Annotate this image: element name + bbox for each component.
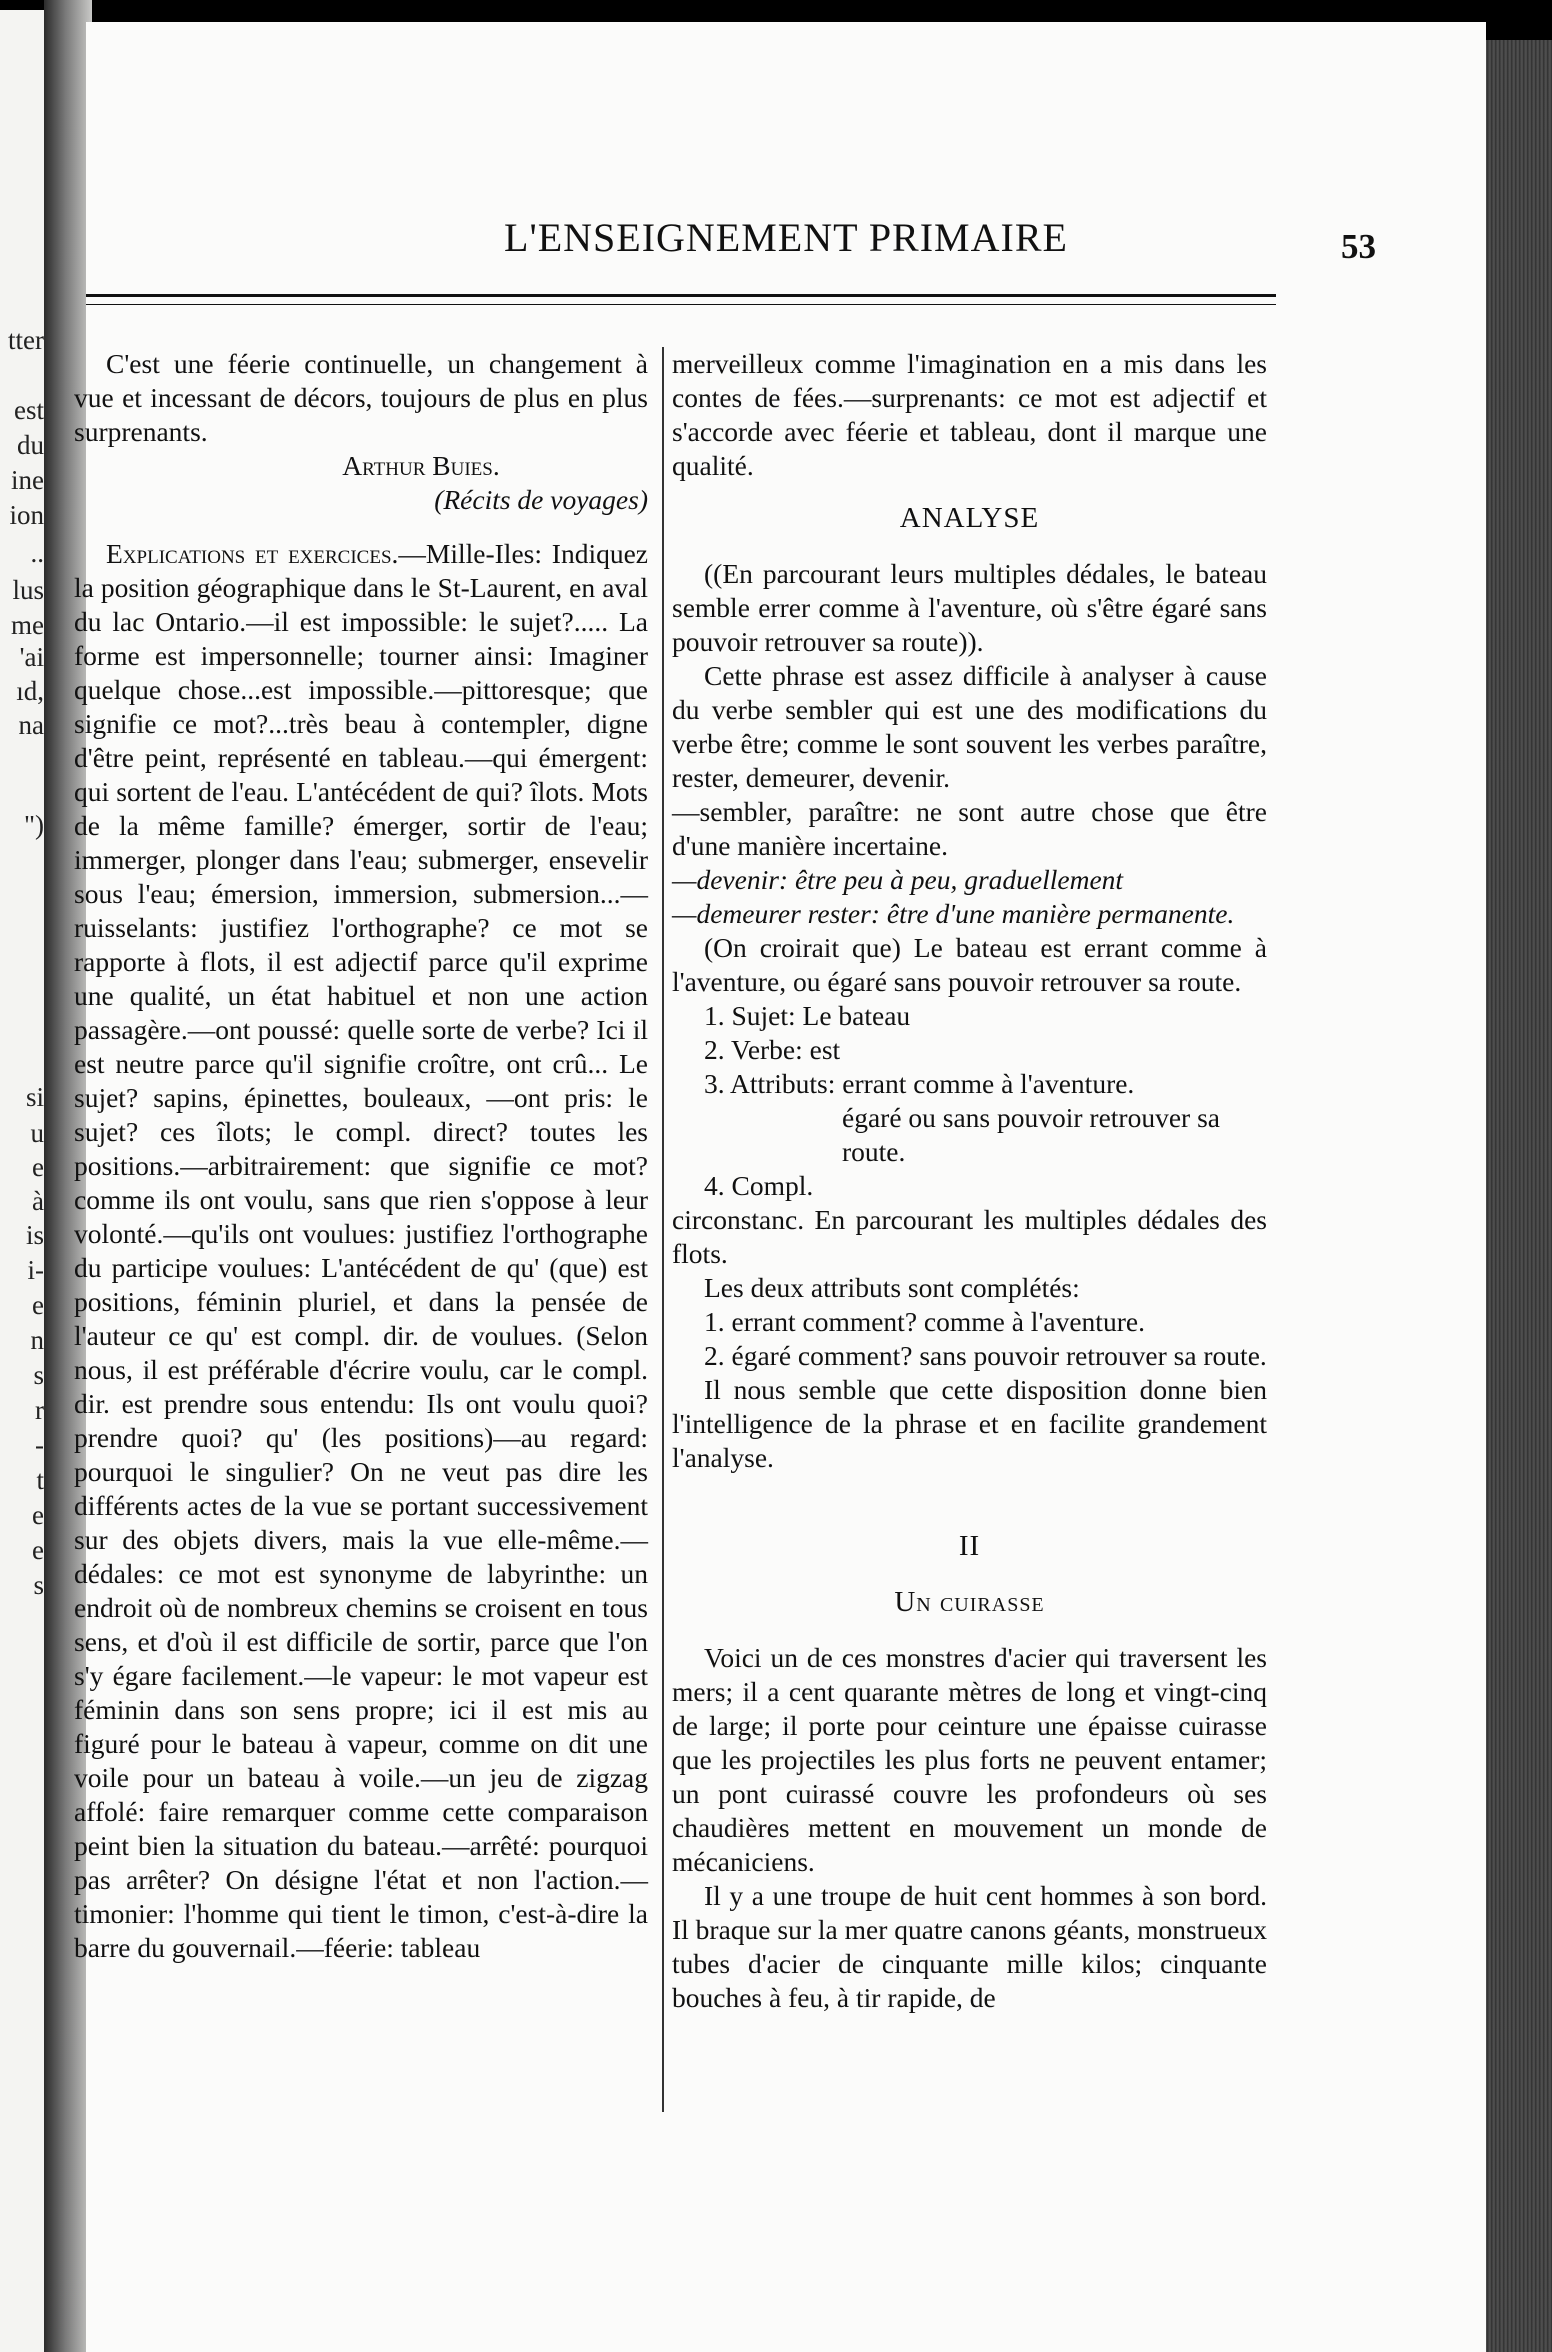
analyse-conclusion: Il nous semble que cette disposition donne bien l'intelligence de la phrase et en facilite grandement l'analyse. bbox=[672, 1374, 1267, 1473]
analyse-sembler: —sembler, paraître: ne sont autre chose que être d'une manière incertaine. bbox=[672, 796, 1267, 861]
facing-page-text-fragment: me bbox=[11, 610, 44, 640]
facing-page-text-fragment: e bbox=[32, 1290, 44, 1320]
completion-item-2: 2. égaré comment? sans pouvoir retrouver sa route. bbox=[704, 1340, 1267, 1371]
exercices-text: —Mille-Iles: Indiquez la position géographique dans le St-Laurent, en aval du lac Ontario.—il est impossible: le sujet?..... La forme est impersonnelle; tourner ainsi: Imaginer quelque chose...est impossible.—pittoresque; que signifie ce mot?...très beau à contempler, digne d'être peint, représenté en tableau.—qui émergent: qui sortent de l'eau. L'antécédent de qui? îlots. Mots de la même famille? émerger, sortir de l'eau; immerger, plonger dans l'eau; submerger, ensevelir sous l'eau; émersion, immersion, submersion...—ruisselants: justifiez l'orthographe? ce mot se rapporte à flots, il est adjectif parce qu'il exprime une qualité, un état habituel et non une action passagère.—ont poussé: quelle sorte de verbe? Ici il est neutre parce qu'il signifie croître, ont crû... Le sujet? sapins, épinettes, bouleaux, —ont pris: le sujet? ces îlots; le compl. direct? toutes les positions.—arbitrairement: que signifie ce mot? comme ils ont voulu, sans que rien s'oppose à leur volonté.—qu'ils ont voulues: justifiez l'orthographe du participe voulues: L'antécédent de qu' (que) est positions, féminin pluriel, et dans la pensée de l'auteur ce qu' est compl. dir. de voulues. (Selon nous, il est préférable d'écrire voulu, car le compl. dir. est prendre sous entendu: Ils ont voulu quoi? prendre quoi? qu' (les positions)—au regard: pourquoi le singulier? On ne veut pas dire les différents actes de la vue se portant successivement sur des objets divers, mais la vue elle-même.—dédales: ce mot est synonyme de labyrinthe: un endroit où de nombreux chemins se croisent en tous sens, et d'où il est difficile de sortir, parce que l'on s'y égare facilement.—le vapeur: le mot vapeur est féminin dans son sens propre; ici il est mis au figuré pour le bateau à vapeur, comme on dit une voile pour un bateau à voile.—un jeu de zigzag affolé: faire remarquer comme cette comparaison peint bien la situation du bateau.—arrêté: pourquoi pas arrêter? On désigne l'état et non l'action.—timonier: l'homme qui tient le timon, c'est-à-dire la barre du gouvernail.—féerie: tableau bbox=[74, 538, 649, 1963]
facing-page-text-fragment: ") bbox=[23, 810, 44, 840]
analyse-sentence: ((En parcourant leurs multiples dédales, le bateau semble errer comme à l'aventure, où s'être égaré sans pouvoir retrouver sa route)). bbox=[672, 558, 1267, 657]
left-column bbox=[74, 347, 648, 1965]
facing-page-text-fragment: n bbox=[30, 1325, 44, 1355]
analyse-devenir: —devenir: être peu à peu, graduellement bbox=[672, 864, 1124, 895]
analysis-item-attributs: 3. Attributs: errant comme à l'aventure. bbox=[704, 1068, 1135, 1099]
quote-text: C'est une féerie continuelle, un changement à vue et incessant de décors, toujours de plus en plus surprenants. bbox=[74, 348, 648, 447]
header-rule-thin bbox=[86, 304, 1276, 305]
facing-page-text-fragment: u bbox=[30, 1118, 44, 1148]
header-rule-thick bbox=[86, 294, 1276, 297]
section-number: II bbox=[958, 1530, 981, 1562]
facing-page-text-fragment: est bbox=[14, 395, 44, 425]
facing-page-fragment bbox=[0, 10, 46, 2352]
facing-page-text-fragment: s bbox=[33, 1570, 44, 1600]
running-title: L'ENSEIGNEMENT PRIMAIRE bbox=[504, 215, 1068, 260]
facing-page-text-fragment: ine bbox=[11, 465, 44, 495]
page-edges bbox=[1480, 40, 1552, 2352]
exercices-label: Explications et exercices. bbox=[106, 538, 399, 569]
analysis-item-sujet: 1. Sujet: Le bateau bbox=[704, 1000, 911, 1031]
facing-page-text-fragment: ıd, bbox=[16, 676, 44, 706]
analysis-item-compl-cont: circonstanc. En parcourant les multiples dédales des flots. bbox=[672, 1204, 1267, 1269]
facing-page-text-fragment: du bbox=[17, 430, 44, 460]
column-divider bbox=[662, 347, 664, 2112]
completion-item-1: 1. errant comment? comme à l'aventure. bbox=[704, 1306, 1145, 1337]
quote-author: Arthur Buies. bbox=[342, 450, 500, 481]
cuirasse-paragraph-2: Il y a une troupe de huit cent hommes à son bord. Il braque sur la mer quatre canons géants, monstrueux tubes d'acier de cinquante mille kilos; cinquante bouches à feu, à tir rapide, de bbox=[672, 1880, 1267, 2013]
right-column bbox=[672, 347, 1267, 2015]
analyse-heading: ANALYSE bbox=[899, 502, 1040, 534]
facing-page-text-fragment: .. bbox=[30, 538, 44, 568]
facing-page-text-fragment: à bbox=[32, 1186, 44, 1216]
section-title: Un cuirasse bbox=[894, 1586, 1045, 1618]
exercices-paragraph bbox=[74, 537, 648, 1965]
facing-page-text-fragment: ion bbox=[9, 500, 44, 530]
attributs-completes-label: Les deux attributs sont complétés: bbox=[704, 1272, 1080, 1303]
quote-source: (Récits de voyages) bbox=[434, 484, 648, 515]
page-number: 53 bbox=[1341, 227, 1376, 266]
facing-page-text-fragment: e bbox=[32, 1500, 44, 1530]
facing-page-text-fragment: lus bbox=[12, 575, 44, 605]
analysis-item-verbe: 2. Verbe: est bbox=[704, 1034, 841, 1065]
book-page bbox=[74, 22, 1486, 2352]
analysis-item-compl: 4. Compl. bbox=[704, 1170, 814, 1201]
analyse-demeurer: —demeurer rester: être d'une manière permanente. bbox=[672, 898, 1235, 929]
cuirasse-paragraph-1: Voici un de ces monstres d'acier qui traversent les mers; il a cent quarante mètres de long et vingt-cinq de large; il porte pour ceinture une épaisse cuirasse que les projectiles les plus forts ne peuvent entamer; un pont cuirassé couvre les profondeurs où ses chaudières mettent en mouvement un monde de mécaniciens. bbox=[672, 1642, 1267, 1877]
analyse-reformulation: (On croirait que) Le bateau est errant comme à l'aventure, ou égaré sans pouvoir retrouver sa route. bbox=[672, 932, 1267, 997]
facing-page-text-fragment: s bbox=[33, 1360, 44, 1390]
facing-page-text-fragment: na bbox=[18, 710, 44, 740]
facing-page-text-fragment: e bbox=[32, 1152, 44, 1182]
facing-page-text-fragment: t bbox=[36, 1465, 44, 1495]
analysis-item-attributs-cont: égaré ou sans pouvoir retrouver sa route. bbox=[842, 1102, 1220, 1167]
facing-page-text-fragment: is bbox=[25, 1220, 44, 1250]
facing-page-text-fragment: si bbox=[25, 1082, 44, 1112]
analyse-explanation: Cette phrase est assez difficile à analyser à cause du verbe sembler qui est une des modifications du verbe être; comme le sont souvent les verbes paraître, rester, demeurer, devenir. bbox=[672, 660, 1267, 793]
continuation-text: merveilleux comme l'imagination en a mis dans les contes de fées.—surprenants: ce mot est adjectif et s'accorde avec féerie et tableau, dont il marque une qualité. bbox=[672, 348, 1267, 481]
facing-page-text-fragment: tter bbox=[8, 325, 44, 355]
facing-page-text-fragment: r bbox=[35, 1395, 44, 1425]
facing-page-text-fragment: e bbox=[32, 1535, 44, 1565]
facing-page-text-fragment: 'ai bbox=[19, 642, 44, 672]
facing-page-text-fragment: - bbox=[35, 1430, 44, 1460]
facing-page-text-fragment: i- bbox=[27, 1255, 44, 1285]
